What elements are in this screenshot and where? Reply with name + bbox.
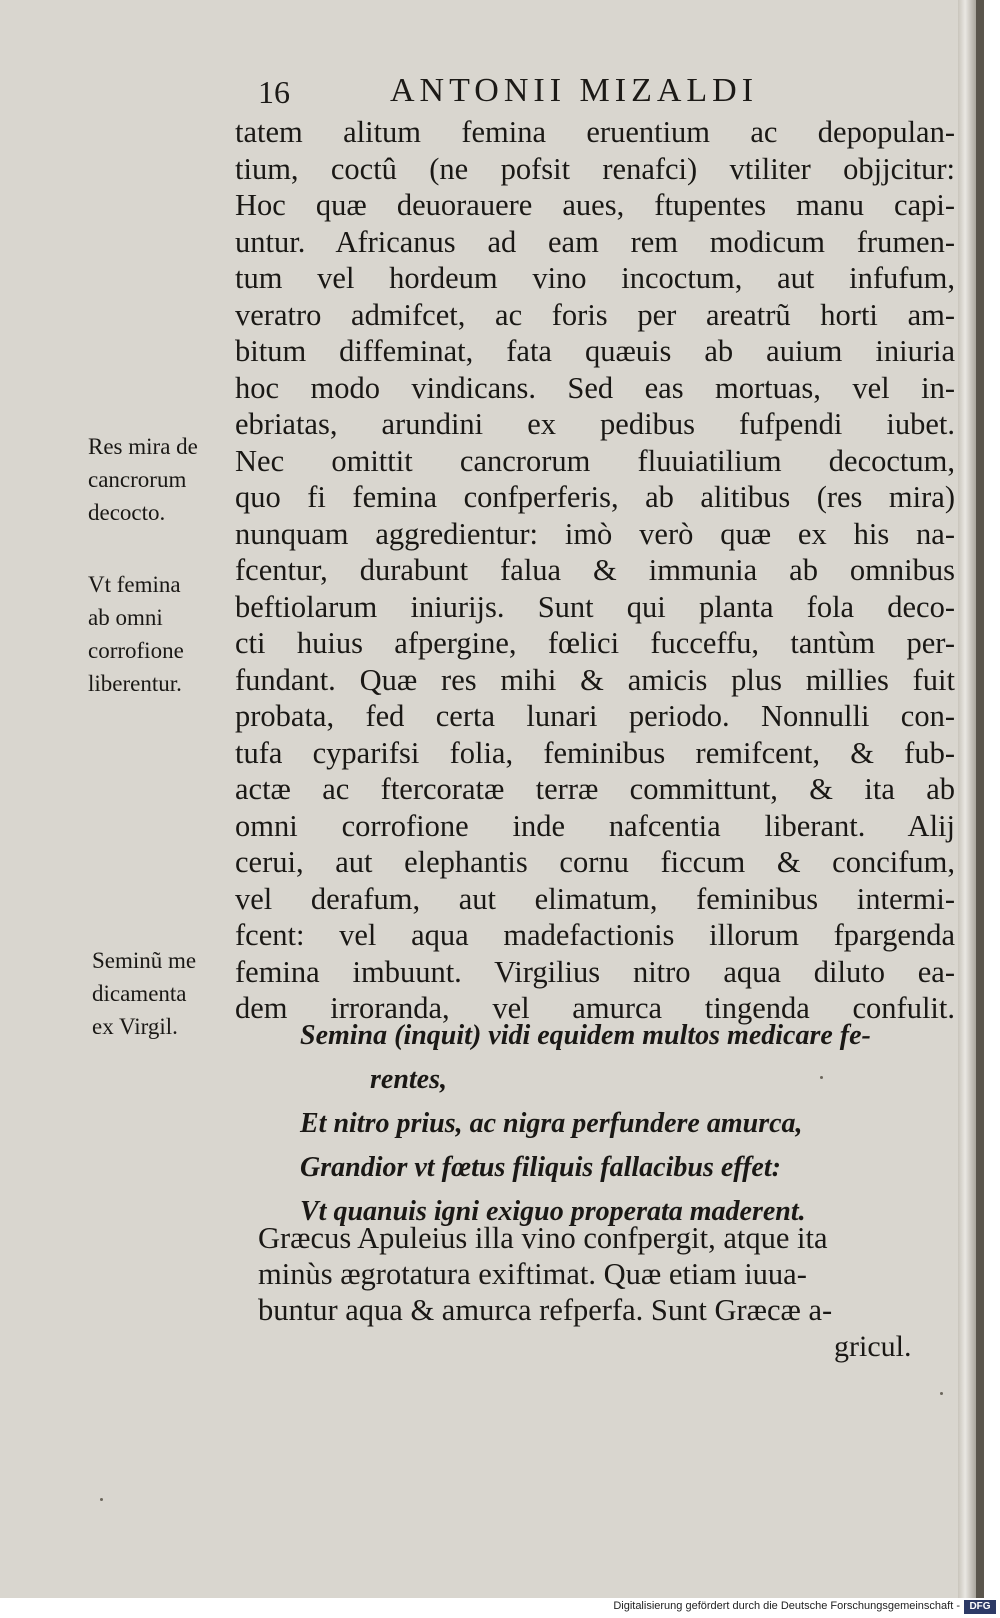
text-line: probata, fed certa lunari periodo. Nonnulli con- <box>235 699 955 733</box>
text-line: fcentur, durabunt falua & immunia ab omnibus <box>235 553 955 587</box>
main-text-block <box>235 114 955 1027</box>
margin-note-line: ex Virgil. <box>92 1014 178 1039</box>
margin-note-virgil <box>92 944 242 1043</box>
margin-note-line: dicamenta <box>92 981 187 1006</box>
text-line: fundant. Quæ res mihi & amicis plus millies fuit <box>235 662 955 697</box>
text-line: untur. Africanus ad eam rem modicum frumen- <box>235 224 955 259</box>
verse-line: rentes, <box>370 1064 447 1095</box>
text-line: tufa cyparifsi folia, feminibus remifcent, & fub- <box>235 735 955 770</box>
text-line: Hoc quæ deuorauere aues, ftupentes manu capi- <box>235 188 955 222</box>
catchword: gricul. <box>834 1330 912 1363</box>
footer-credit: Digitalisierung gefördert durch die Deutsche Forschungsgemeinschaft - <box>613 1600 960 1612</box>
text-line: hoc modo vindicans. Sed eas mortuas, vel in- <box>235 370 955 405</box>
verse-line: Semina (inquit) vidi equidem multos medicare fe- <box>300 1020 871 1051</box>
text-line: nunquam aggredientur: imò verò quæ ex his na- <box>235 516 955 551</box>
dfg-logo: DFG <box>964 1600 996 1614</box>
text-line: omni corrofione inde nafcentia liberant. Alij <box>235 808 955 843</box>
text-line: buntur aqua & amurca refperfa. Sunt Græcæ a- <box>258 1293 833 1327</box>
margin-note-line: corrofione <box>88 638 184 663</box>
margin-note-line: liberentur. <box>88 671 182 696</box>
text-line: cti huius afpergine, fœlici fucceffu, tantùm per- <box>235 626 955 660</box>
running-head-title: ANTONII MIZALDI <box>390 72 759 109</box>
text-line: veratro admifcet, ac foris per areatrũ horti am- <box>235 297 955 332</box>
text-line: vel derafum, aut elimatum, feminibus intermi- <box>235 881 955 916</box>
text-line: tum vel hordeum vino incoctum, aut infufum, <box>235 261 955 295</box>
text-line: dem irroranda, vel amurca tingenda confulit. <box>235 991 955 1025</box>
text-line: actæ ac ftercoratæ terræ committunt, & ita ab <box>235 772 955 806</box>
text-line: femina imbuunt. Virgilius nitro aqua diluto ea- <box>235 954 955 989</box>
text-line: ebriatas, arundini ex pedibus fufpendi iubet. <box>235 407 955 441</box>
paper-speck <box>940 1392 943 1395</box>
text-line: tium, coctû (ne pofsit renafci) vtiliter objjcitur: <box>235 151 955 186</box>
text-line: quo fi femina confperferis, ab alitibus (res mira) <box>235 480 955 514</box>
margin-note-cancrorum <box>88 430 238 529</box>
text-line: beftiolarum iniurijs. Sunt qui planta fola deco- <box>235 589 955 624</box>
closing-text-block <box>258 1220 938 1328</box>
margin-note-line: cancrorum <box>88 467 187 492</box>
text-line: fcent: vel aqua madefactionis illorum fpargenda <box>235 918 955 952</box>
margin-note-line: Vt femina <box>88 572 181 597</box>
verse-quotation <box>300 1014 950 1234</box>
margin-note-line: decocto. <box>88 500 166 525</box>
margin-note-line: Res mira de <box>88 434 198 459</box>
margin-note-line: Seminũ me <box>92 948 197 973</box>
digitization-footer <box>0 1598 1000 1618</box>
text-line: minùs ægrotatura exiftimat. Quæ etiam iuua- <box>258 1257 807 1291</box>
text-line: Nec omittit cancrorum fluuiatilium decoctum, <box>235 443 955 478</box>
verse-line: Vt quanuis igni exiguo properata maderent. <box>300 1196 806 1227</box>
text-line: Græcus Apuleius illa vino confpergit, atque ita <box>258 1221 828 1255</box>
margin-note-line: ab omni <box>88 605 163 630</box>
paper-speck <box>820 1076 823 1079</box>
verse-line: Grandior vt fœtus filiquis fallacibus effet: <box>300 1152 781 1183</box>
binding-edge <box>976 0 984 1598</box>
page-edge-shadow <box>958 0 976 1598</box>
page-number: 16 <box>258 74 290 110</box>
margin-note-femina <box>88 568 238 700</box>
paper-speck <box>100 1498 103 1501</box>
text-line: bitum diffeminat, fata quæuis ab auium iniuria <box>235 334 955 368</box>
text-line: cerui, aut elephantis cornu ficcum & concifum, <box>235 845 955 879</box>
text-line: tatem alitum femina eruentium ac depopulan- <box>235 115 955 149</box>
verse-line: Et nitro prius, ac nigra perfundere amurca, <box>300 1108 803 1139</box>
